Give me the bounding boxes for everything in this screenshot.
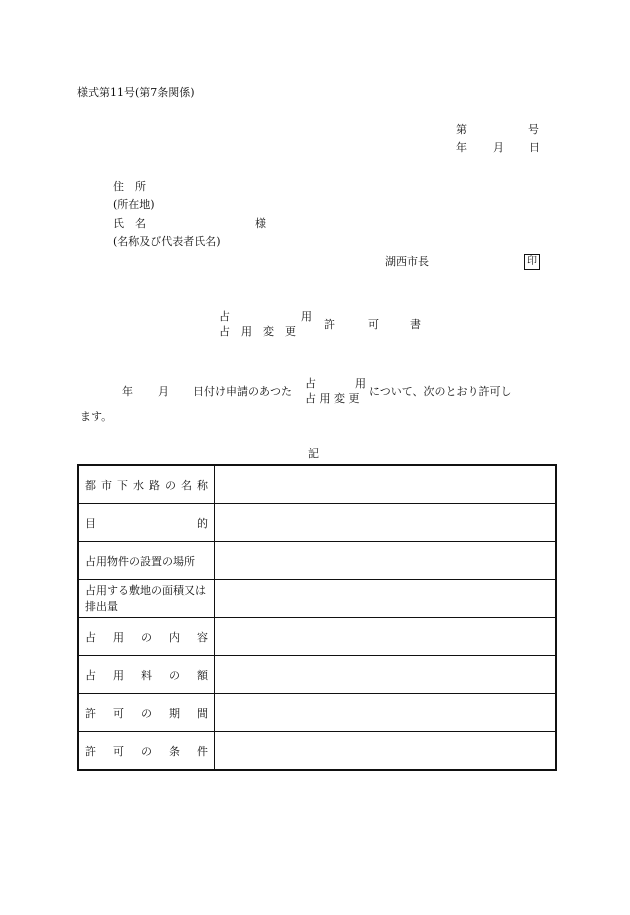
table-row xyxy=(78,618,556,656)
body-month: 月 xyxy=(158,385,169,398)
row-label-text: 許 可 の 期 間 xyxy=(85,706,208,720)
title-option1-right: 用 xyxy=(301,310,312,323)
date-year: 年 xyxy=(456,141,467,154)
row-label-area: 占用する敷地の面積又は排出量 xyxy=(78,580,215,618)
row-value-conditions xyxy=(215,732,557,771)
name-alt-label: (名称及び代表者氏名) xyxy=(113,235,221,248)
row-label-text: 占 用 の 内 容 xyxy=(85,630,208,644)
date-day: 日 xyxy=(529,141,540,154)
body-date-phrase: 日付け申請のあつた xyxy=(193,385,292,398)
document-number-prefix: 第 xyxy=(456,123,467,136)
row-value-location xyxy=(215,542,557,580)
row-label-conditions xyxy=(78,732,215,771)
row-value-period xyxy=(215,694,557,732)
row-label-text: 都 市 下 水 路 の 名 称 xyxy=(85,478,208,492)
table-row xyxy=(78,580,556,618)
row-value-purpose xyxy=(215,504,557,542)
seal-mark: 印 xyxy=(524,254,540,270)
body-year: 年 xyxy=(122,385,133,398)
row-label-fee xyxy=(78,656,215,694)
table-row xyxy=(78,694,556,732)
row-value-content xyxy=(215,618,557,656)
honorific: 様 xyxy=(255,217,266,230)
body-option2: 占 用 変 更 xyxy=(305,392,360,405)
row-value-sewer-name xyxy=(215,465,557,504)
ki-heading: 記 xyxy=(308,447,319,460)
table-row xyxy=(78,656,556,694)
table-row xyxy=(78,542,556,580)
table-row xyxy=(78,504,556,542)
row-label-location: 占用物件の設置の場所 xyxy=(78,542,215,580)
title-permit-char1: 許 xyxy=(324,318,335,331)
title-option2: 占 用 変 更 xyxy=(219,325,296,338)
row-label-purpose xyxy=(78,504,215,542)
table-row xyxy=(78,465,556,504)
body-tail-1: について、次のとおり許可し xyxy=(369,385,512,398)
name-label: 氏 名 xyxy=(113,217,146,230)
form-number: 様式第11号(第7条関係) xyxy=(77,86,195,99)
row-label-sewer-name xyxy=(78,465,215,504)
row-label-purpose-left: 目 xyxy=(85,516,96,530)
title-permit-char2: 可 xyxy=(368,318,379,331)
row-label-period xyxy=(78,694,215,732)
body-option1-left: 占 xyxy=(305,377,316,390)
row-label-text: 許 可 の 条 件 xyxy=(85,744,208,758)
address-label: 住 所 xyxy=(113,180,146,193)
row-label-content xyxy=(78,618,215,656)
address-alt-label: (所在地) xyxy=(113,198,155,211)
date-month: 月 xyxy=(493,141,504,154)
body-option1-right: 用 xyxy=(355,377,366,390)
document-number-suffix: 号 xyxy=(528,123,539,136)
title-permit-char3: 書 xyxy=(410,318,421,331)
table-row xyxy=(78,732,556,771)
permit-details-table xyxy=(77,464,557,771)
issuer-title: 湖西市長 xyxy=(385,255,429,268)
body-tail-2: ます。 xyxy=(80,410,113,423)
row-value-fee xyxy=(215,656,557,694)
row-value-area xyxy=(215,580,557,618)
row-label-text: 占 用 料 の 額 xyxy=(85,668,208,682)
row-label-purpose-right: 的 xyxy=(197,516,208,530)
title-option1-left: 占 xyxy=(219,310,230,323)
